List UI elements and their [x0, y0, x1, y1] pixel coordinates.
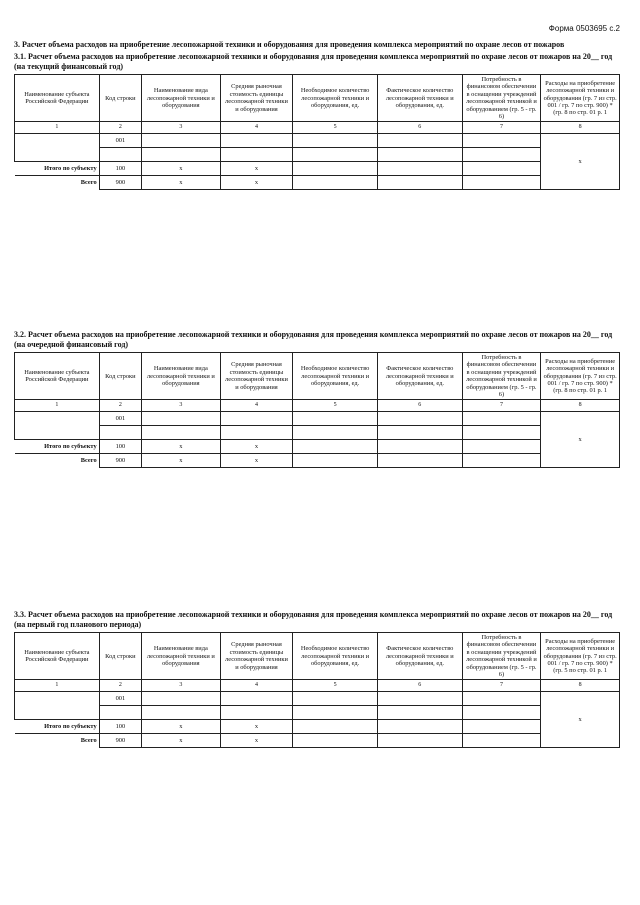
table-row — [15, 426, 620, 440]
col-header: Средняя рыночная стоимость единицы лесопожарной техники и оборудования — [220, 75, 293, 122]
subsection-3-3-title: 3.3. Расчет объема расходов на приобретение лесопожарной техники и оборудования для проведения комплекса мероприятий по охране лесов от пожаров на 20__ год (на первый год планового периода) — [14, 610, 613, 629]
col-header: Необходимое количество лесопожарной техники и оборудования, ед. — [293, 633, 378, 680]
col-header: Средняя рыночная стоимость единицы лесопожарной техники и оборудования — [220, 633, 293, 680]
total-subject-row: Итого по субъекту 100 x x — [15, 720, 620, 734]
section-3-1 — [14, 40, 620, 190]
column-numbers-row: 1 2 3 4 5 6 7 8 — [15, 400, 620, 412]
header-row — [15, 75, 620, 122]
table-row — [15, 134, 620, 148]
row-code: 900 — [99, 734, 141, 748]
col-header: Наименование вида лесопожарной техники и оборудования — [142, 633, 221, 680]
col-header: Наименование вида лесопожарной техники и оборудования — [142, 353, 221, 400]
col-header: Наименование субъекта Российской Федерации — [15, 633, 100, 680]
col-header: Потребность в финансовом обеспечении в оснащении учреждений лесопожарной техникой и оборудованием (гр. 5 - гр. 6) — [462, 633, 541, 680]
total-subject-label: Итого по субъекту — [15, 440, 100, 454]
col-header: Необходимое количество лесопожарной техники и оборудования, ед. — [293, 353, 378, 400]
total-all-label: Всего — [15, 454, 100, 468]
subsection-3-1-title: 3.1. Расчет объема расходов на приобретение лесопожарной техники и оборудования для проведения комплекса мероприятий по охране лесов от пожаров на 20__ год (на текущий финансовый год) — [14, 52, 613, 71]
col-header: Средняя рыночная стоимость единицы лесопожарной техники и оборудования — [220, 353, 293, 400]
table-row — [15, 148, 620, 162]
row-code: 100 — [99, 720, 141, 734]
table-row — [15, 692, 620, 706]
col-header: Наименование вида лесопожарной техники и оборудования — [142, 75, 221, 122]
table-3-2 — [14, 352, 620, 468]
col-header: Наименование субъекта Российской Федерации — [15, 75, 100, 122]
col-header: Потребность в финансовом обеспечении в оснащении учреждений лесопожарной техникой и оборудованием (гр. 5 - гр. 6) — [462, 353, 541, 400]
total-all-label: Всего — [15, 734, 100, 748]
col-header: Наименование субъекта Российской Федерации — [15, 353, 100, 400]
column-numbers-row: 1 2 3 4 5 6 7 8 — [15, 680, 620, 692]
row-code: 001 — [99, 134, 141, 148]
header-row — [15, 353, 620, 400]
row-code: 001 — [99, 412, 141, 426]
table-3-3 — [14, 632, 620, 748]
col-header: Расходы на приобретение лесопожарной техники и оборудования (гр. 7 из стр. 001 / гр. 7 по стр. 900) * (гр. 8 по стр. 01 р. 1 — [541, 353, 620, 400]
col-header: Фактическое количество лесопожарной техники и оборудования, ед. — [377, 633, 462, 680]
col-header: Расходы на приобретение лесопожарной техники и оборудования (гр. 7 из стр. 001 / гр. 7 по стр. 900) * (гр. 5 по стр. 01 р. 1 — [541, 633, 620, 680]
row-code: 100 — [99, 162, 141, 176]
column-numbers-row: 1 2 3 4 5 6 7 8 — [15, 122, 620, 134]
col-header: Код строки — [99, 633, 141, 680]
x-mark: x — [541, 134, 620, 190]
col-header: Расходы на приобретение лесопожарной техники и оборудования (гр. 7 из стр. 001 / гр. 7 по стр. 900) * (гр. 8 по стр. 01 р. 1 — [541, 75, 620, 122]
row-code: 001 — [99, 692, 141, 706]
subject-cell[interactable] — [15, 134, 100, 162]
section-3-3 — [14, 610, 620, 748]
section-title: 3. Расчет объема расходов на приобретение лесопожарной техники и оборудования для проведения комплекса мероприятий по охране лесов от пожаров — [14, 40, 565, 49]
total-subject-label: Итого по субъекту — [15, 162, 100, 176]
col-header: Необходимое количество лесопожарной техники и оборудования, ед. — [293, 75, 378, 122]
subject-cell[interactable] — [15, 412, 100, 440]
col-header: Потребность в финансовом обеспечении в оснащении учреждений лесопожарной техникой и оборудованием (гр. 5 - гр. 6) — [462, 75, 541, 122]
section-3-2 — [14, 330, 620, 468]
total-subject-row: Итого по субъекту 100 x x — [15, 440, 620, 454]
row-code: 900 — [99, 454, 141, 468]
total-all-label: Всего — [15, 176, 100, 190]
row-code: 100 — [99, 440, 141, 454]
subject-cell[interactable] — [15, 692, 100, 720]
table-row — [15, 412, 620, 426]
header-row — [15, 633, 620, 680]
total-all-row: Всего 900 x x — [15, 734, 620, 748]
row-code: 900 — [99, 176, 141, 190]
total-subject-label: Итого по субъекту — [15, 720, 100, 734]
col-header: Фактическое количество лесопожарной техники и оборудования, ед. — [377, 353, 462, 400]
col-header: Код строки — [99, 75, 141, 122]
col-header: Фактическое количество лесопожарной техники и оборудования, ед. — [377, 75, 462, 122]
table-row — [15, 706, 620, 720]
subsection-3-2-title: 3.2. Расчет объема расходов на приобретение лесопожарной техники и оборудования для проведения комплекса мероприятий по охране лесов от пожаров на 20__ год (на очередной финансовый год) — [14, 330, 613, 349]
total-all-row: Всего 900 x x — [15, 176, 620, 190]
table-3-1 — [14, 74, 620, 190]
col-header: Код строки — [99, 353, 141, 400]
total-subject-row: Итого по субъекту 100 x x — [15, 162, 620, 176]
x-mark: x — [541, 412, 620, 468]
x-mark: x — [541, 692, 620, 748]
form-number: Форма 0503695 с.2 — [548, 24, 620, 33]
total-all-row: Всего 900 x x — [15, 454, 620, 468]
